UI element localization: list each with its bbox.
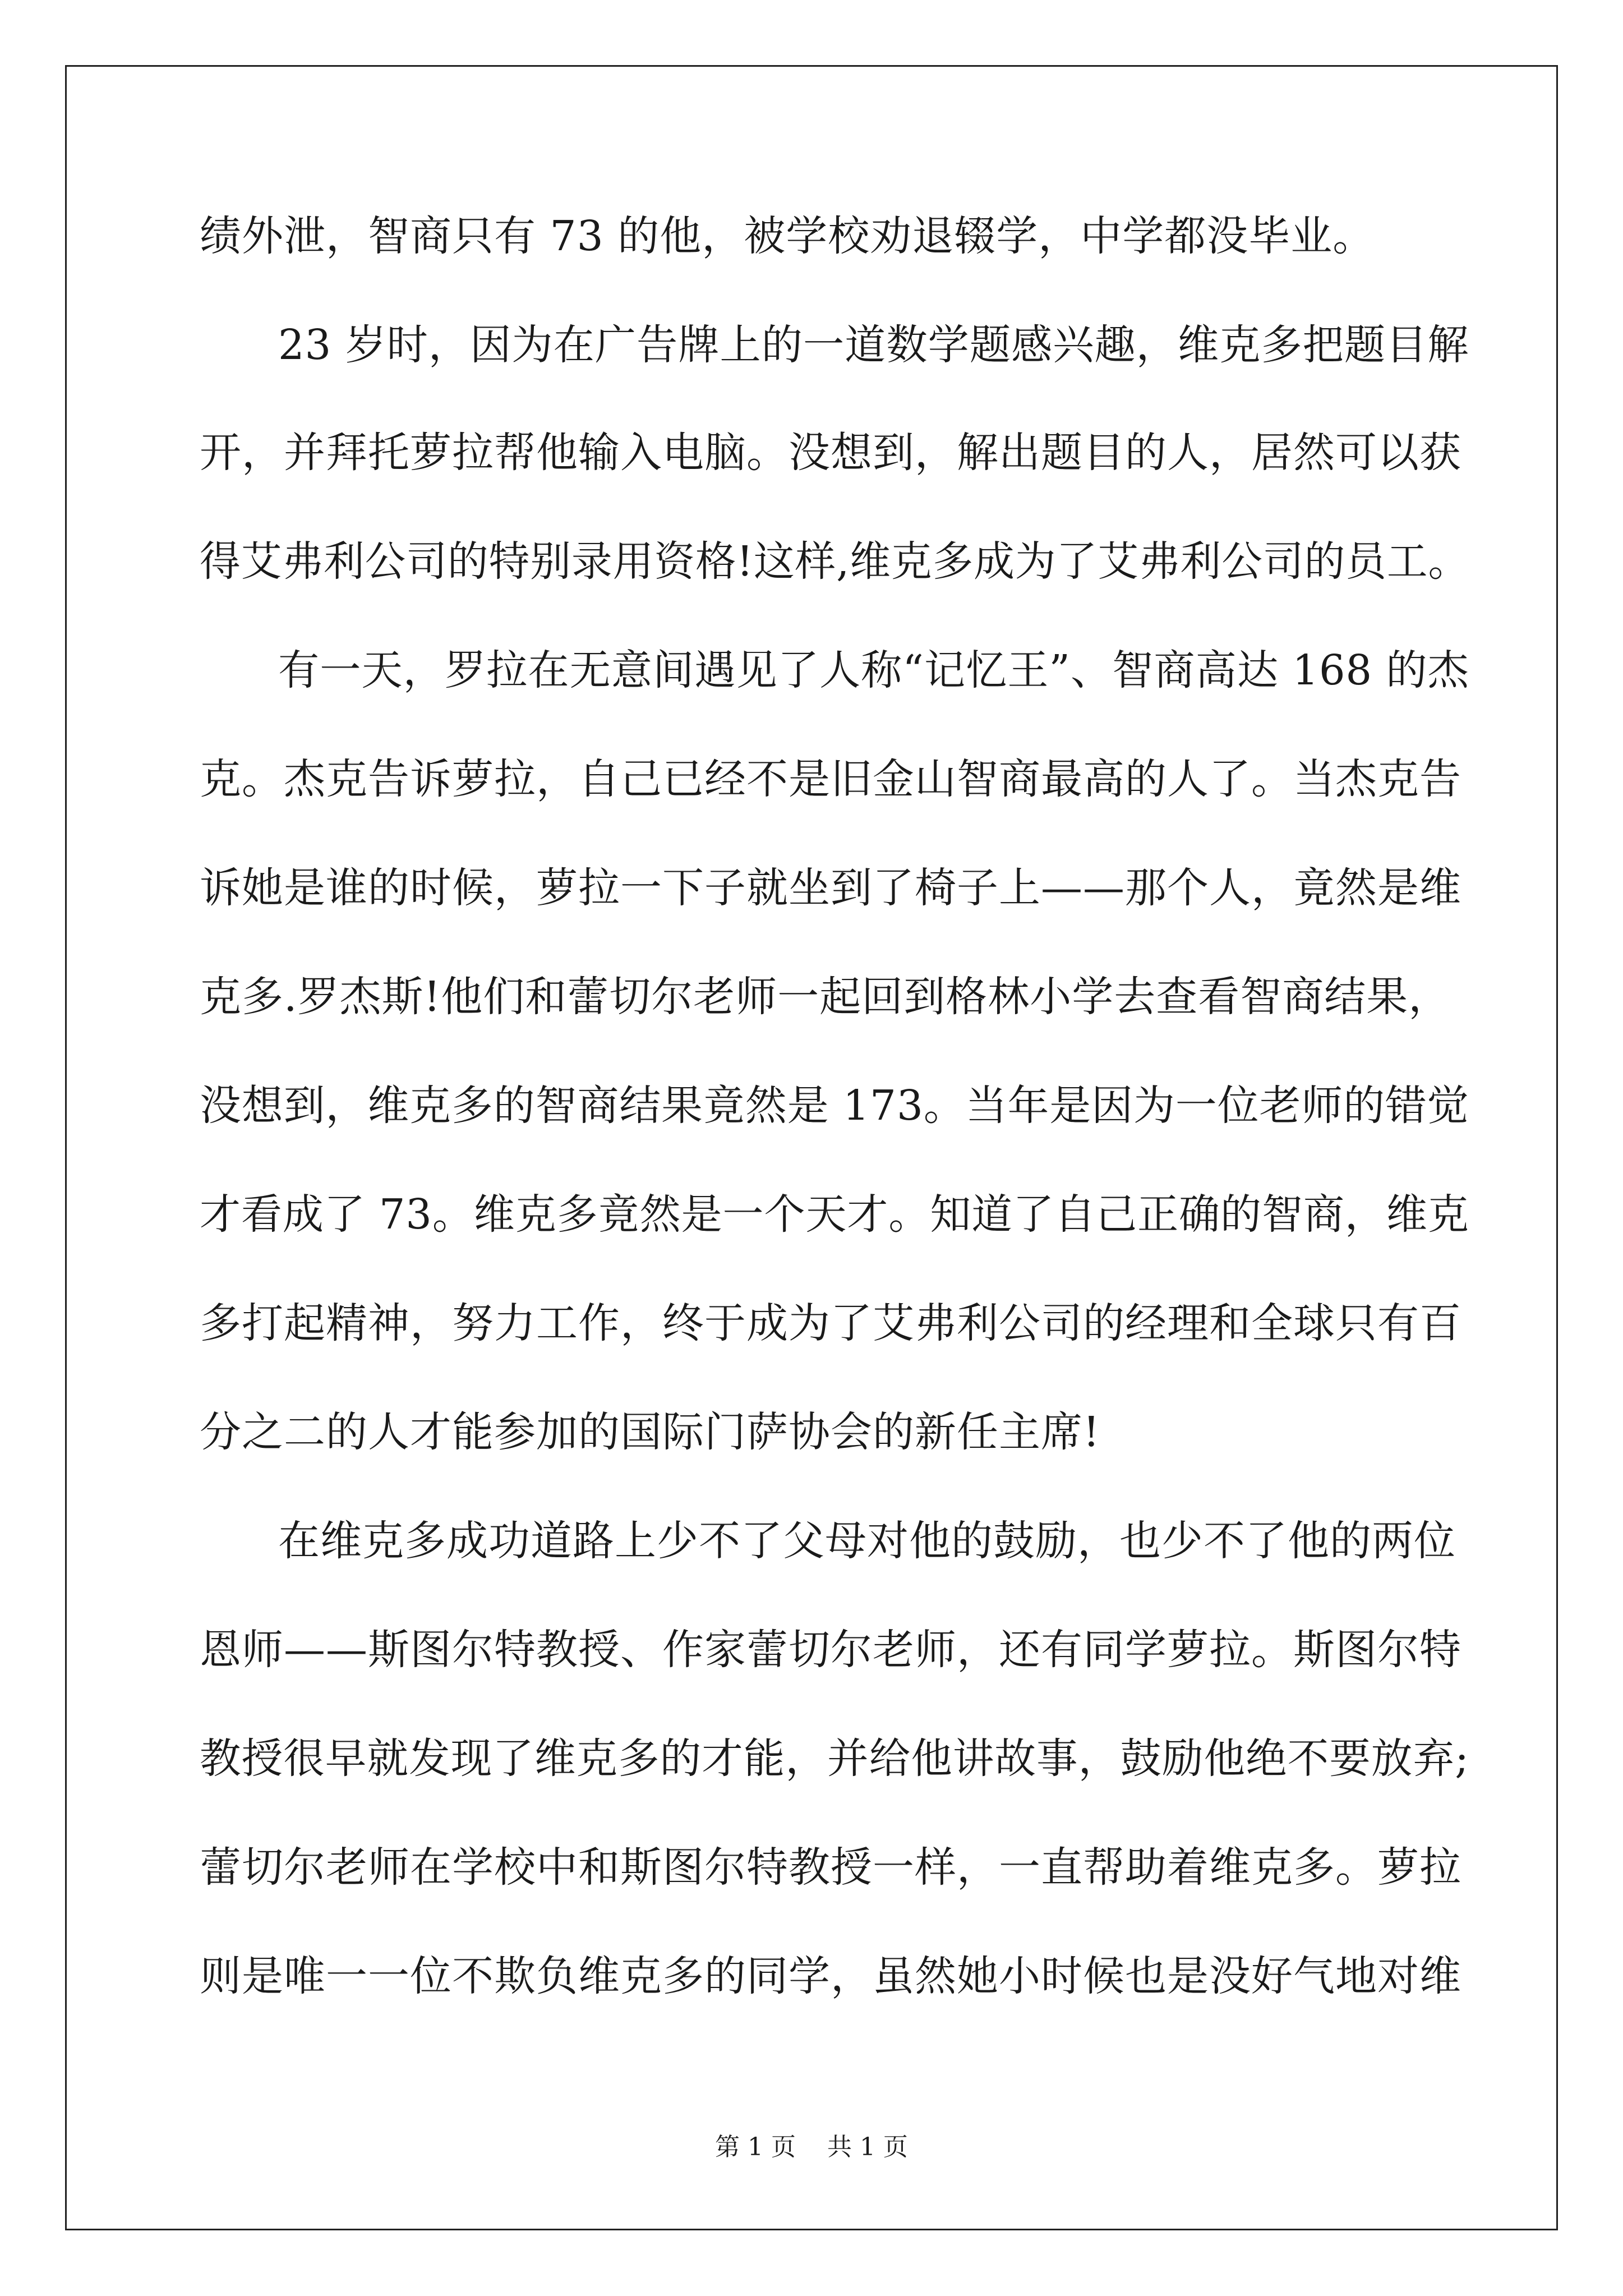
text-line: 教授很早就发现了维克多的才能，并给他讲故事，鼓励他绝不要放弃; xyxy=(200,1734,1469,1783)
text-line: 绩外泄，智商只有 73 的他，被学校劝退辍学，中学都没毕业。 xyxy=(200,212,1375,260)
text-line: 分之二的人才能参加的国际门萨协会的新任主席! xyxy=(200,1408,1100,1456)
text-line: 23 岁时，因为在广告牌上的一道数学题感兴趣，维克多把题目解 xyxy=(278,321,1469,369)
text-line: 没想到，维克多的智商结果竟然是 173。当年是因为一位老师的错觉 xyxy=(200,1082,1469,1130)
page-border xyxy=(65,65,1558,2230)
text-line: 诉她是谁的时候，萝拉一下子就坐到了椅子上——那个人，竟然是维 xyxy=(200,864,1461,912)
text-line: 才看成了 73。维克多竟然是一个天才。知道了自己正确的智商，维克 xyxy=(200,1190,1469,1239)
text-line: 有一天，罗拉在无意间遇见了人称“记忆王”、智商高达 168 的杰 xyxy=(278,646,1469,694)
text-line: 克。杰克告诉萝拉，自己已经不是旧金山智商最高的人了。当杰克告 xyxy=(200,755,1461,803)
text-line: 蕾切尔老师在学校中和斯图尔特教授一样，一直帮助着维克多。萝拉 xyxy=(200,1843,1461,1892)
page-number-footer: 第 1 页 共 1 页 xyxy=(715,2133,908,2161)
text-line: 克多.罗杰斯!他们和蕾切尔老师一起回到格林小学去查看智商结果， xyxy=(200,973,1451,1021)
text-line: 开，并拜托萝拉帮他输入电脑。没想到，解出题目的人，居然可以获 xyxy=(200,429,1461,477)
text-line: 多打起精神，努力工作，终于成为了艾弗利公司的经理和全球只有百 xyxy=(200,1299,1461,1347)
text-line: 在维克多成功道路上少不了父母对他的鼓励，也少不了他的两位 xyxy=(278,1517,1456,1565)
text-line: 得艾弗利公司的特别录用资格!这样,维克多成为了艾弗利公司的员工。 xyxy=(200,537,1470,586)
text-line: 则是唯一一位不欺负维克多的同学，虽然她小时候也是没好气地对维 xyxy=(200,1952,1461,2000)
text-line: 恩师——斯图尔特教授、作家蕾切尔老师，还有同学萝拉。斯图尔特 xyxy=(200,1626,1461,1674)
